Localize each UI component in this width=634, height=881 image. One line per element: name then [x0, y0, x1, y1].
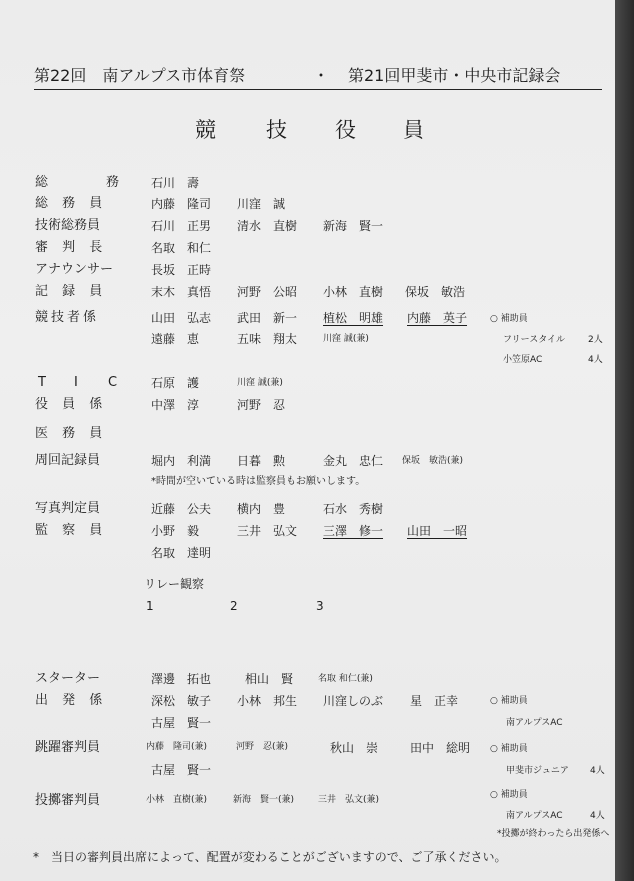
- name-kirokuin-4: 保坂 敏浩: [405, 285, 466, 299]
- assist-shuppatsu-head: ○ 補助員: [490, 696, 528, 706]
- name-kansatsu-5: 名取 達明: [151, 546, 212, 560]
- background-edge: [615, 0, 634, 881]
- name-kirokuin-2: 河野 公昭: [237, 285, 298, 299]
- header-right: 第21回甲斐市・中央市記録会: [348, 66, 561, 85]
- name-shashin-3: 石水 秀樹: [323, 502, 384, 516]
- role-kyogisha: 競技者係: [35, 310, 100, 325]
- assist-toteki-org: 南アルプスAC: [506, 811, 563, 821]
- role-tic-t: T: [38, 375, 46, 390]
- name-yakuin-2: 河野 忍: [237, 398, 286, 412]
- name-kirokuin-1: 末木 真悟: [151, 285, 212, 299]
- page-title-char-3: 役: [335, 118, 356, 142]
- name-toteki-2: 新海 賢一(兼): [233, 795, 295, 805]
- role-tic-i: I: [74, 375, 78, 390]
- role-tic-c: C: [108, 375, 118, 390]
- role-gijutsu: 技術総務員: [35, 218, 101, 233]
- role-announcer: アナウンサー: [35, 262, 114, 277]
- name-kyogisha-2: 武田 新一: [237, 311, 298, 325]
- name-somuin-2: 川窪 誠: [237, 197, 286, 211]
- header-underline: [34, 89, 602, 90]
- name-starter-2: 相山 賢: [245, 672, 294, 686]
- name-kyogisha-7: 川窪 誠(兼): [323, 334, 369, 344]
- name-announcer: 長坂 正時: [151, 263, 212, 277]
- name-toteki-1: 小林 直樹(兼): [146, 795, 208, 805]
- assist-shuppatsu-org: 南アルプスAC: [506, 718, 563, 728]
- header-left: 第22回 南アルプス市体育祭: [34, 66, 246, 85]
- name-shuppatsu-2: 小林 邦生: [237, 694, 298, 708]
- footer-note: * 当日の審判員出席によって、配置が変わることがございますので、ご了承ください。: [33, 850, 507, 864]
- assist-kyogisha-head: ○ 補助員: [490, 314, 528, 324]
- name-kansatsu-1: 小野 毅: [151, 524, 200, 538]
- name-yakuin-1: 中澤 淳: [151, 398, 200, 412]
- name-shuppatsu-3: 川窪しのぶ: [323, 694, 384, 708]
- name-kyogisha-4: 内藤 英子: [407, 311, 468, 325]
- name-gijutsu-1: 石川 正男: [151, 219, 212, 233]
- name-toteki-3: 三井 弘文(兼): [318, 795, 380, 805]
- role-toteki: 投擲審判員: [35, 793, 101, 808]
- name-shukai-3: 金丸 忠仁: [323, 454, 384, 468]
- name-shuppatsu-1: 深松 敏子: [151, 694, 212, 708]
- page-title-char-4: 員: [403, 118, 424, 142]
- header-dot: ・: [313, 66, 330, 85]
- name-gijutsu-3: 新海 賢一: [323, 219, 384, 233]
- name-shukai-2: 日暮 勲: [237, 454, 286, 468]
- page-title-char-1: 競: [195, 118, 216, 142]
- name-shukai-1: 堀内 利満: [151, 454, 212, 468]
- relay-number-2: 2: [230, 599, 238, 613]
- role-shinpancho: 審 判 長: [35, 240, 108, 255]
- name-shashin-2: 横内 豊: [237, 502, 286, 516]
- role-shuppatsu: 出 発 係: [35, 693, 108, 708]
- role-somuin: 総 務 員: [35, 196, 108, 211]
- assist-choyaku-head: ○ 補助員: [490, 744, 528, 754]
- name-choyaku-5: 古屋 賢一: [151, 763, 212, 777]
- name-kansatsu-4: 山田 一昭: [407, 524, 468, 538]
- name-gijutsu-2: 清水 直樹: [237, 219, 298, 233]
- assist-kyogisha-count-1: 2人: [588, 335, 603, 345]
- name-kyogisha-1: 山田 弘志: [151, 311, 212, 325]
- name-starter-1: 澤邊 拓也: [151, 672, 212, 686]
- assist-toteki-count: 4人: [590, 811, 605, 821]
- name-choyaku-4: 田中 総明: [410, 741, 471, 755]
- role-shashin: 写真判定員: [35, 501, 101, 516]
- assist-kyogisha-org-2: 小笠原AC: [503, 355, 543, 365]
- assist-kyogisha-org-1: フリースタイル: [503, 335, 566, 345]
- name-tic-2: 川窪 誠(兼): [237, 378, 283, 388]
- relay-number-1: 1: [146, 599, 154, 613]
- role-yakuin: 役 員 係: [35, 397, 108, 412]
- role-kansatsu: 監 察 員: [35, 523, 108, 538]
- name-tic-1: 石原 護: [151, 376, 200, 390]
- name-choyaku-3: 秋山 崇: [330, 741, 379, 755]
- relay-number-3: 3: [316, 599, 324, 613]
- assist-toteki-head: ○ 補助員: [490, 790, 528, 800]
- role-kirokuin: 記 録 員: [35, 284, 108, 299]
- name-starter-3: 名取 和仁(兼): [318, 674, 373, 684]
- name-kyogisha-3: 植松 明雄: [323, 311, 384, 325]
- name-shinpancho: 名取 和仁: [151, 241, 212, 255]
- role-somu-a: 総: [35, 175, 49, 190]
- name-somu: 石川 壽: [151, 176, 200, 190]
- name-shukai-4: 保坂 敏浩(兼): [402, 456, 464, 466]
- relay-label: リレー観察: [144, 577, 205, 591]
- name-choyaku-2: 河野 忍(兼): [236, 742, 289, 752]
- name-choyaku-1: 内藤 隆司(兼): [146, 742, 208, 752]
- role-choyaku: 跳躍審判員: [35, 740, 101, 755]
- assist-toteki-note: *投擲が終わったら出発係へ: [497, 829, 610, 839]
- name-somuin-1: 内藤 隆司: [151, 197, 212, 211]
- role-starter: スターター: [35, 671, 101, 686]
- assist-choyaku-count: 4人: [590, 766, 605, 776]
- assist-choyaku-org: 甲斐市ジュニア: [506, 766, 569, 776]
- name-kyogisha-5: 遠藤 恵: [151, 332, 200, 346]
- page-title-char-2: 技: [266, 118, 287, 142]
- name-kansatsu-2: 三井 弘文: [237, 524, 298, 538]
- assist-kyogisha-count-2: 4人: [588, 355, 603, 365]
- name-shashin-1: 近藤 公夫: [151, 502, 212, 516]
- name-shuppatsu-5: 古屋 賢一: [151, 716, 212, 730]
- name-kansatsu-3: 三澤 修一: [323, 524, 384, 538]
- role-imu: 医 務 員: [35, 426, 108, 441]
- name-shuppatsu-4: 星 正幸: [410, 694, 459, 708]
- note-shukai: *時間が空いている時は監察員もお願いします。: [151, 476, 366, 487]
- name-kyogisha-6: 五味 翔太: [237, 332, 298, 346]
- role-somu-b: 務: [106, 175, 120, 190]
- name-kirokuin-3: 小林 直樹: [323, 285, 384, 299]
- role-shukai: 周回記録員: [35, 453, 101, 468]
